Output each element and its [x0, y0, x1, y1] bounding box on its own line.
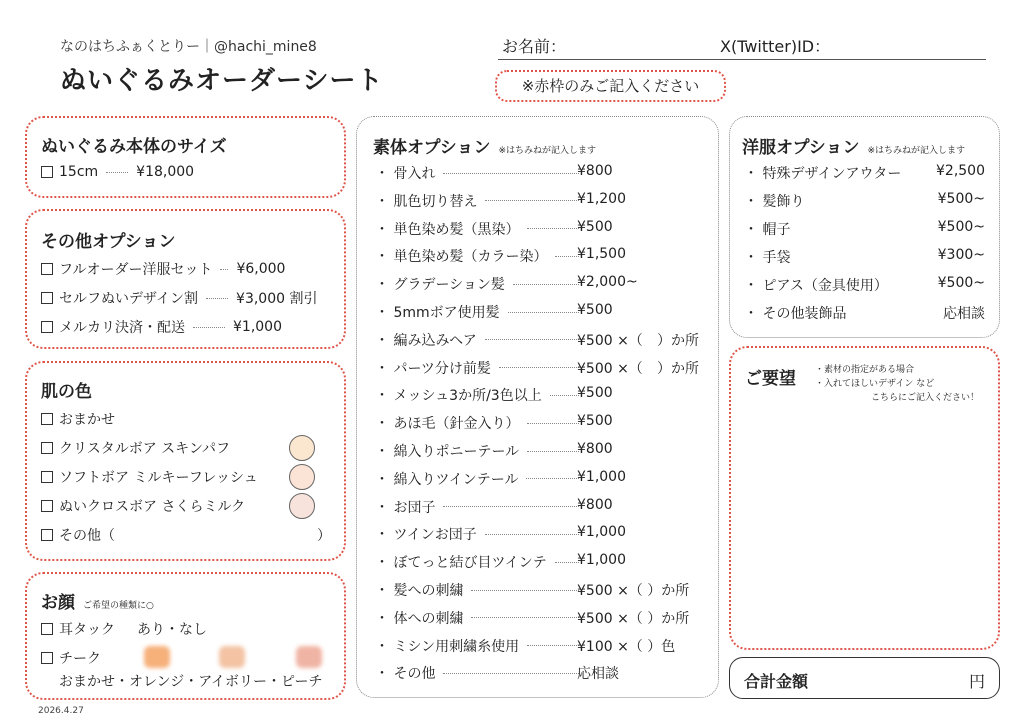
body-option-price: ¥800 [577, 163, 613, 179]
face-note: ご希望の種類に○ [83, 601, 154, 611]
leader-line [485, 339, 579, 340]
body-title-text: 素体オプション [373, 138, 491, 158]
skin-label: その他（ [59, 528, 115, 544]
face-extra[interactable]: あり・なし [137, 622, 207, 638]
other-option-row[interactable] [41, 259, 285, 279]
clothes-option-row [744, 191, 804, 211]
body-option-label: ・ 体への刺繍 [375, 610, 464, 627]
size-option-row[interactable] [41, 164, 194, 180]
body-option-label: ・ 肌色切り替え [375, 193, 478, 210]
clothes-option-label: ・ 髪飾り [744, 194, 805, 210]
body-option-label: ・ あほ毛（針金入り） [375, 416, 520, 433]
leader-line [443, 673, 579, 674]
skin-label: クリスタルボア スキンパフ [59, 441, 231, 457]
clothes-option-price: ¥500~ [937, 191, 985, 207]
clothes-options-section [729, 116, 1000, 338]
body-options-title [373, 133, 596, 158]
clothes-options-title [742, 133, 965, 158]
leader-line [106, 172, 128, 173]
size-label: 15cm [59, 164, 99, 180]
cheek-swatch-peach [296, 646, 322, 668]
clothes-option-price: ¥500~ [937, 219, 985, 235]
body-option-price: ¥100 ×（ ）色 [577, 638, 676, 655]
clothes-option-label: ・ 手袋 [744, 250, 791, 266]
clothes-option-price: ¥500~ [937, 275, 985, 291]
option-price: ¥3,000 割引 [236, 291, 318, 307]
clothes-title-text: 洋服オプション [742, 138, 860, 158]
body-option-row [375, 385, 587, 405]
name-id-line [498, 34, 986, 60]
clothes-option-row [744, 163, 901, 183]
body-option-row [375, 163, 587, 183]
leader-line [527, 228, 579, 229]
face-label: チーク [59, 651, 101, 667]
checkbox[interactable] [41, 263, 53, 275]
red-frame-notice: ※赤枠のみご記入ください [495, 70, 726, 102]
body-option-price: 応相談 [577, 666, 619, 683]
body-option-row [375, 330, 587, 350]
total-unit: 円 [968, 672, 985, 691]
skin-option-row[interactable] [41, 467, 258, 487]
body-option-price: ¥500 [577, 413, 613, 430]
body-option-row [375, 524, 587, 544]
request-note-2: ・入れてほしいデザイン など [815, 379, 935, 389]
leader-line [485, 534, 579, 535]
request-title: ご要望 [745, 369, 796, 389]
skin-option-row[interactable] [41, 496, 245, 516]
cheek-swatch-orange [144, 646, 170, 668]
clothes-option-row [744, 275, 888, 295]
body-option-label: ・ 5mmボア使用髪 [375, 305, 500, 321]
date-stamp: 2026.4.27 [38, 706, 84, 716]
clothes-option-price: 応相談 [943, 306, 985, 322]
body-option-label: ・ お団子 [375, 499, 436, 516]
leader-line [527, 451, 579, 452]
body-option-row [375, 497, 587, 517]
body-option-price: ¥500 ×（ ）か所 [577, 583, 690, 599]
body-option-label: ・ 編み込みヘア [375, 332, 477, 349]
body-option-row [375, 302, 587, 322]
body-option-row [375, 191, 587, 211]
body-option-label: ・ ミシン用刺繍糸使用 [375, 638, 520, 655]
body-option-price: ¥500 [577, 385, 613, 402]
body-option-price: ¥500 ×（ [577, 332, 643, 349]
leader-line [526, 478, 579, 479]
body-option-label: ・ 綿入りツインテール [375, 471, 519, 488]
body-option-row [375, 358, 587, 378]
body-option-label: ・ その他 [375, 666, 436, 683]
leader-line [471, 617, 579, 618]
face-title [41, 588, 154, 613]
body-option-row [375, 608, 587, 628]
request-note-3: こちらにご記入ください！ [871, 393, 980, 403]
skin-other-close: ） [317, 528, 331, 544]
leader-line [527, 423, 579, 424]
total-section[interactable] [729, 657, 1000, 699]
leader-line [499, 367, 579, 368]
skin-swatch-2 [289, 464, 315, 490]
body-option-label: ・ 単色染め髪（カラー染） [375, 249, 548, 266]
leader-line [527, 645, 579, 646]
body-option-row [375, 413, 587, 433]
checkbox[interactable] [41, 529, 53, 541]
face-label: 耳タック [59, 622, 115, 638]
body-option-label: ・ 綿入りポニーテール [375, 444, 520, 460]
leader-line [220, 269, 228, 270]
body-option-label: ・ メッシュ3か所/3色以上 [375, 388, 542, 405]
clothes-option-row [744, 303, 846, 323]
clothes-option-label: ・ 帽子 [744, 222, 791, 238]
leader-line [550, 395, 579, 396]
skin-color-title: 肌の色 [41, 382, 92, 402]
body-option-row [375, 441, 587, 461]
body-option-price: ¥500 [577, 302, 613, 318]
body-option-row [375, 219, 587, 239]
request-section[interactable] [729, 346, 1000, 650]
body-option-row [375, 552, 587, 572]
option-label: セルフぬいデザイン割 [59, 291, 199, 307]
body-option-row [375, 246, 587, 266]
clothes-option-label: ・ 特殊デザインアウター [744, 166, 902, 182]
checkbox[interactable] [41, 442, 53, 454]
body-note: ※はちみねが記入します [498, 146, 597, 156]
body-option-label: ・ グラデーション髪 [375, 277, 505, 294]
leader-line [485, 200, 579, 201]
body-option-price: ¥1,500 [577, 246, 626, 263]
name-label: お名前： [502, 37, 567, 56]
size-section-title: ぬいぐるみ本体のサイズ [41, 137, 227, 157]
checkbox[interactable] [41, 321, 53, 333]
cheek-swatch-ivory [219, 646, 245, 668]
body-option-row [375, 469, 587, 489]
body-option-label: ・ パーツ分け前髪 [375, 360, 491, 377]
other-option-row[interactable] [41, 317, 282, 337]
clothes-option-row [744, 247, 790, 267]
body-options-section [356, 116, 719, 698]
leader-line [193, 327, 225, 328]
body-option-price: ¥800 [577, 496, 613, 513]
clothes-note: ※はちみねが記入します [867, 146, 966, 156]
author-credit: なのはちふぁくとりー｜@hachi_mine8 [60, 39, 317, 55]
clothes-option-label: ・ その他装飾品 [744, 306, 847, 322]
other-options-title: その他オプション [41, 232, 176, 252]
face-section [25, 572, 346, 700]
body-option-row [375, 274, 587, 294]
option-label: メルカリ決済・配送 [59, 320, 185, 336]
face-title-text: お顔 [41, 593, 75, 613]
skin-label: ぬいクロスボア さくらミルク [59, 499, 246, 515]
checkbox[interactable] [41, 652, 53, 664]
leader-line [471, 590, 579, 591]
option-label: フルオーダー洋服セット [59, 262, 213, 278]
face-option-row[interactable] [41, 619, 207, 639]
body-option-price: ¥500 ×（ [577, 360, 643, 377]
skin-label: おまかせ [59, 412, 115, 428]
total-label: 合計金額 [744, 672, 809, 691]
checkbox[interactable] [41, 500, 53, 512]
cheek-caption[interactable]: おまかせ・オレンジ・アイボリー・ピーチ [59, 674, 323, 690]
body-option-price: ¥1,000 [577, 524, 626, 541]
xid-label: X(Twitter)ID： [720, 37, 831, 56]
leader-line [443, 173, 579, 174]
clothes-option-price: ¥2,500 [936, 163, 985, 179]
body-option-label: ・ 骨入れ [375, 166, 436, 182]
clothes-option-label: ・ ピアス（金具使用） [744, 278, 888, 294]
leader-line [513, 284, 579, 285]
body-option-count[interactable]: ）か所 [657, 360, 699, 377]
clothes-option-row [744, 219, 790, 239]
body-option-row [375, 663, 587, 683]
checkbox[interactable] [41, 413, 53, 425]
leader-line [555, 562, 579, 563]
request-note-1: ・素材の指定がある場合 [815, 365, 915, 375]
leader-line [443, 506, 579, 507]
size-price: ¥18,000 [136, 164, 195, 180]
body-option-price: ¥800 [577, 441, 613, 457]
body-option-count[interactable]: ）か所 [657, 332, 699, 349]
body-option-price: ¥1,200 [577, 190, 626, 207]
checkbox[interactable] [41, 166, 53, 178]
skin-label: ソフトボア ミルキーフレッシュ [59, 470, 258, 486]
skin-option-row[interactable] [41, 409, 115, 429]
skin-swatch-1 [289, 435, 315, 461]
body-option-label: ・ 髪への刺繍 [375, 583, 464, 599]
skin-swatch-3 [289, 493, 315, 519]
size-section [25, 116, 346, 198]
body-option-price: ¥500 [577, 218, 613, 235]
checkbox[interactable] [41, 623, 53, 635]
body-option-label: ・ ぼてっと結び目ツインテ [375, 555, 547, 572]
body-option-price: ¥500 ×（ ）か所 [577, 610, 690, 627]
clothes-option-price: ¥300~ [937, 247, 985, 263]
option-price: ¥1,000 [233, 319, 282, 335]
leader-line [508, 312, 579, 313]
body-option-label: ・ 単色染め髪（黒染） [375, 221, 520, 238]
other-option-row[interactable] [41, 288, 317, 308]
body-option-row [375, 636, 587, 656]
skin-option-row[interactable] [41, 438, 230, 458]
body-option-row [375, 580, 587, 600]
body-option-price: ¥1,000 [577, 552, 626, 569]
page-title: ぬいぐるみオーダーシート [60, 66, 384, 96]
option-price: ¥6,000 [236, 261, 286, 277]
skin-color-section [25, 361, 346, 561]
body-option-label: ・ ツインお団子 [375, 527, 477, 544]
leader-line [555, 256, 579, 257]
checkbox[interactable] [41, 471, 53, 483]
skin-option-row[interactable] [41, 525, 115, 545]
checkbox[interactable] [41, 292, 53, 304]
face-option-row[interactable] [41, 648, 101, 668]
body-option-price: ¥1,000 [577, 468, 626, 485]
body-option-price: ¥2,000~ [577, 274, 638, 291]
leader-line [206, 298, 228, 299]
other-options-section [25, 209, 346, 349]
